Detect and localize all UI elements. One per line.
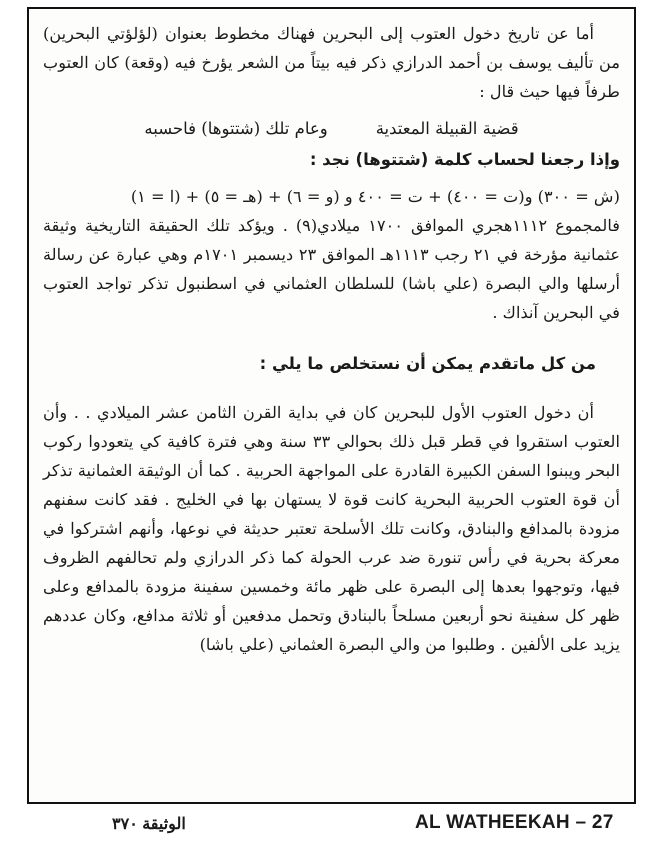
footer-english-page-label: AL WATHEEKAH – 27 — [415, 812, 614, 833]
verse-hemistich-first: قضية القبيلة المعتدية — [375, 119, 519, 138]
page-footer — [27, 810, 636, 850]
calculation-heading: وإذا رجعنا لحساب كلمة (شتتوها) نجد : — [309, 150, 620, 169]
section-spacer — [43, 378, 620, 398]
conclusion-heading: من كل ماتقدم يمكن أن نستخلص ما يلي : — [259, 354, 596, 373]
date-paragraph: فالمجموع ١١١٢هجري الموافق ١٧٠٠ ميلادي(٩) . ويؤكد تلك الحقيقة التاريخية وثيقة عثمانية مؤرخة في ٢١ رجب ١١١٣هـ الموافق ٢٣ ديسمبر ١٧٠١م وهي عبارة عن رسالة أرسلها والي البصرة (علي باشا) للسلطان العثماني في اسطنبول تذكر تواجد العتوب في البحرين آنذاك . — [43, 216, 620, 322]
verse-hemistich-second: وعام تلك (شتتوها) فاحسبه — [144, 119, 328, 138]
conclusion-paragraph: أن دخول العتوب الأول للبحرين كان في بداية القرن الثامن عشر الميلادي . . وأن العتوب استقروا في قطر قبل ذلك بحوالي ٣٣ سنة وهي فترة كافية كي يتعودوا ركوب البحر ويبنوا السفن الكبيرة القادرة على المواجهة الحربية . كما أن الوثيقة العثمانية تذكر أن قوة العتوب الحربية البحرية كانت قوة لا يستهان بها في الخليج . فقد كانت سفنهم مزودة بالمدافع والبنادق، وكانت تلك الأسلحة تعتبر حديثة في نوعها، وأنهم اشتركوا في معركة بحرية في رأس تنورة ضد عرب الحولة كما ذكر الدرازي ولم تحالفهم الظروف فيها، وتوجهوا بعدها إلى البصرة على ظهر مائة وخمسين سفينة مزودة بالمدافع وعلى ظهر كل سفينة نحو أربعين مسلحاً بالبنادق وتحمل مدفعين أو ثلاثة مدافع، وكان عددهم يزيد على الألفين . وطلبوا من والي البصرة العثماني (علي باشا) — [43, 403, 620, 654]
page-frame — [27, 7, 636, 804]
intro-paragraph: أما عن تاريخ دخول العتوب إلى البحرين فهناك مخطوط بعنوان (لؤلؤتي البحرين) من تأليف يوسف بن أحمد الدرازي ذكر فيه بيتاً من الشعر يؤرخ فيه (وقعة) كان العتوب طرفاً فيها حيث قال : — [43, 24, 620, 101]
footer-arabic-page-label: الوثيقة ٣٧٠ — [112, 816, 186, 833]
article-body — [43, 19, 620, 659]
poem-verse — [43, 114, 620, 143]
letter-value-equation: (ش = ٣٠٠) و(ت = ٤٠٠) + ت = ٤٠٠ و (و = ٦) + (هـ = ٥) + (ا = ١) — [130, 187, 620, 206]
